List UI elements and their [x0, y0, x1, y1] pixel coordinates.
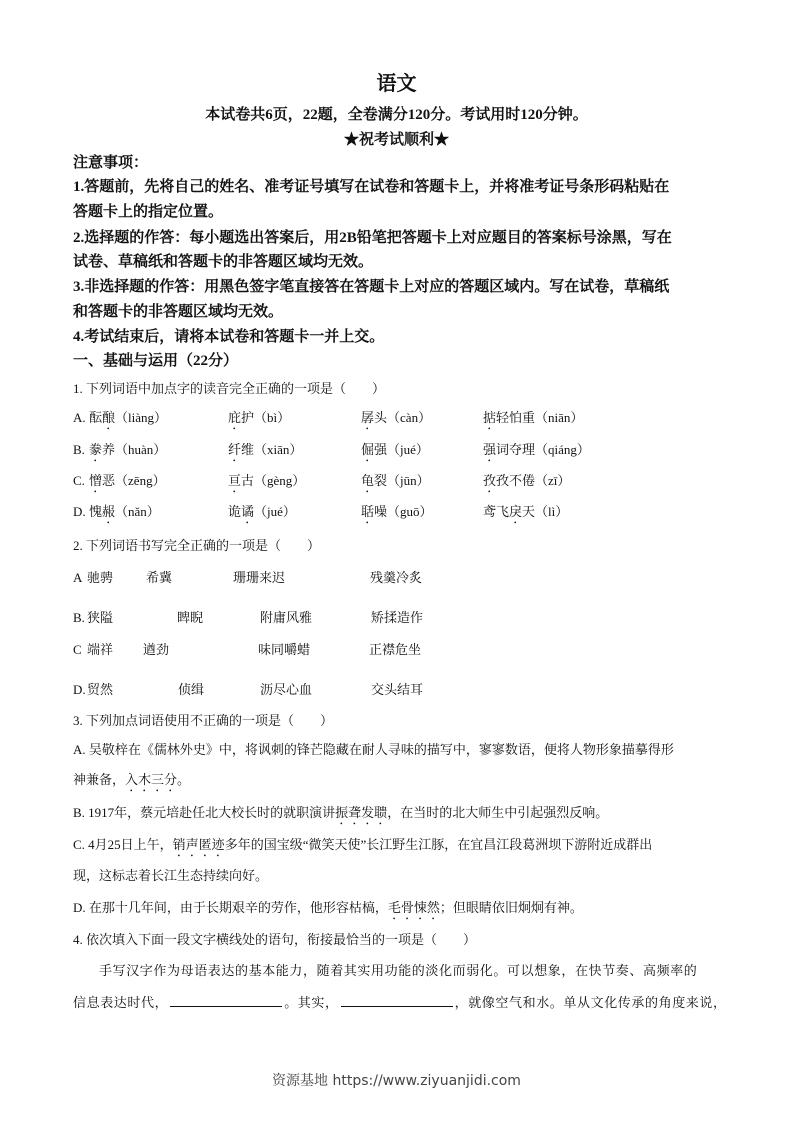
option-term	[483, 472, 570, 496]
option-term: 附庸风雅	[260, 610, 313, 625]
dotted-char: 庇	[228, 410, 242, 425]
pinyin: （qiáng）	[535, 442, 590, 457]
pinyin: （bì）	[254, 410, 291, 425]
dotted-term: 销声匿迹	[172, 837, 225, 852]
note-line: 2.选择题的作答：每小题选出答案后，用2B铅笔把答题卡上对应题目的答案标号涂黑，写在	[73, 230, 672, 246]
pinyin: （jué）	[387, 442, 429, 457]
q2-stem: 2. 下列词语书写完全正确的一项是（ ）	[73, 538, 321, 553]
option-term	[361, 409, 431, 433]
text: B. 1917年，蔡元培赴任北大校长时的就职演讲	[73, 805, 336, 820]
q3-option-c-cont: 现，这标志着长江生态持续向好。	[73, 868, 269, 883]
option-term	[228, 503, 296, 527]
option-term	[361, 441, 429, 465]
text: 鸢飞	[483, 504, 510, 519]
text: ，在当时的北大师生中引起强烈反响。	[387, 805, 609, 820]
pinyin: （gèng）	[254, 473, 306, 488]
note-line: 4.考试结束后，请将本试卷和答题卡一并上交。	[73, 329, 385, 345]
footer-watermark: 资源基地 https://www.ziyuanjidi.com	[272, 1073, 521, 1089]
q4-passage-line	[73, 994, 727, 1012]
text: 头	[374, 410, 388, 425]
dotted-char: 谲	[241, 504, 255, 519]
text: 噪	[374, 504, 388, 519]
pinyin: （liàng）	[115, 410, 168, 425]
option-term: 贸然	[87, 682, 114, 697]
dotted-term: 振聋发聩	[335, 805, 388, 820]
q1-stem: 1. 下列词语中加点字的读音完全正确的一项是（ ）	[73, 381, 386, 396]
dotted-char: 酿	[102, 410, 116, 425]
text: 裂	[374, 473, 388, 488]
text: 词夺理	[496, 442, 536, 457]
dotted-char: 龟	[361, 473, 375, 488]
pinyin: （jūn）	[387, 473, 430, 488]
dotted-char: 强	[483, 442, 497, 457]
text: 孜不倦	[496, 473, 536, 488]
pinyin: （nǎn）	[115, 504, 160, 519]
dotted-term: 入木三分	[125, 772, 178, 787]
pinyin: （jué）	[254, 504, 296, 519]
text: ，就像空气和水。单从文化传承的角度来说，	[454, 995, 727, 1010]
option-term	[89, 503, 160, 527]
dotted-char: 赧	[102, 504, 116, 519]
dotted-char: 聒	[361, 504, 375, 519]
option-term	[228, 472, 305, 496]
option-label: C	[73, 642, 82, 657]
option-term	[228, 409, 290, 433]
dotted-char: 憎	[89, 473, 103, 488]
option-term: 遒劲	[143, 642, 170, 657]
option-term: 味同嚼蜡	[258, 642, 311, 657]
option-term	[89, 409, 167, 433]
text: 。其实，	[284, 995, 339, 1010]
dotted-char: 倔	[361, 442, 375, 457]
option-term: 矫揉造作	[371, 610, 424, 625]
note-line: 答题卡上的指定位置。	[73, 204, 224, 220]
dotted-char: 豢	[89, 442, 103, 457]
fill-blank	[170, 994, 282, 1007]
option-term	[361, 472, 430, 496]
option-term	[483, 503, 568, 527]
text: C. 4月25日上午，	[73, 837, 173, 852]
pinyin: （huàn）	[115, 442, 167, 457]
text: 信息表达时代，	[73, 995, 169, 1010]
q4-passage-line: 手写汉字作为母语表达的基本能力，随着其实用功能的淡化而弱化。可以想象，在快节奏、高频率的	[99, 963, 698, 978]
note-line: 3.非选择题的作答：用黑色签字笔直接答在答题卡上对应的答题区域内。写在试卷，草稿纸	[73, 279, 670, 295]
dotted-term: 毛骨悚然	[387, 900, 440, 915]
text: 。	[177, 772, 191, 787]
q4-stem: 4. 依次填入下面一段文字横线处的语句，衔接最恰当的一项是（ ）	[73, 932, 477, 947]
pinyin: （guō）	[387, 504, 433, 519]
text: 强	[374, 442, 388, 457]
option-term: 正襟危坐	[369, 642, 422, 657]
section-heading: 一、基础与运用（22分）	[73, 353, 239, 369]
pinyin: （zēng）	[115, 473, 166, 488]
option-term: 端祥	[87, 642, 114, 657]
option-label: C.	[73, 473, 85, 488]
dotted-char: 亘	[228, 473, 242, 488]
option-term	[361, 503, 433, 527]
pinyin: （lì）	[535, 504, 569, 519]
option-label: A	[73, 570, 83, 585]
dotted-char: 纤	[228, 442, 242, 457]
option-term	[483, 409, 583, 433]
option-label: A.	[73, 410, 86, 425]
option-label: D.	[73, 504, 86, 519]
text: 愧	[89, 504, 103, 519]
q3-option-a-cont	[73, 771, 190, 795]
pinyin: （niān）	[535, 410, 584, 425]
q3-option-a: A. 吴敬梓在《儒林外史》中，将讽刺的锋芒隐藏在耐人寻味的描写中，寥寥数语，便将人物形象描摹得形	[73, 742, 674, 757]
q3-option-c	[73, 836, 652, 860]
text: 维	[241, 442, 255, 457]
note-line: 和答题卡的非答题区域均无效。	[73, 304, 284, 320]
text: 古	[241, 473, 255, 488]
option-term: 狭隘	[87, 610, 114, 625]
exam-info: 本试卷共6页，22题，全卷满分120分。考试用时120分钟。	[205, 107, 588, 123]
text: 养	[102, 442, 116, 457]
text: 恶	[102, 473, 116, 488]
wish-line: ★祝考试顺利★	[343, 132, 449, 148]
pinyin: （càn）	[387, 410, 432, 425]
dotted-char: 戾	[509, 504, 523, 519]
text: 天	[522, 504, 536, 519]
option-term	[89, 441, 166, 465]
option-term: 沥尽心血	[260, 682, 313, 697]
option-term: 珊珊来迟	[233, 570, 286, 585]
option-term: 交头结耳	[371, 682, 424, 697]
q3-stem: 3. 下列加点词语使用不正确的一项是（ ）	[73, 713, 334, 728]
dotted-char: 孱	[361, 410, 375, 425]
notes-heading: 注意事项：	[73, 155, 149, 171]
option-label: B.	[73, 442, 85, 457]
text: 轻怕重	[496, 410, 536, 425]
option-term: 侦缉	[178, 682, 205, 697]
fill-blank	[341, 994, 453, 1007]
text: D. 在那十几年间，由于长期艰辛的劳作，他形容枯槁，	[73, 900, 388, 915]
pinyin: （xiān）	[254, 442, 303, 457]
text: 诡	[228, 504, 242, 519]
option-term	[89, 472, 166, 496]
q3-option-b	[73, 804, 608, 828]
text: 神兼备，	[73, 772, 126, 787]
pinyin: （zī）	[535, 473, 571, 488]
dotted-char: 掂	[483, 410, 497, 425]
text: ；但眼睛依旧炯炯有神。	[439, 900, 583, 915]
text: 护	[241, 410, 255, 425]
page-title: 语文	[376, 73, 417, 95]
option-term	[483, 441, 590, 465]
q3-option-d	[73, 899, 583, 923]
option-term	[228, 441, 302, 465]
text: 多年的国宝级“微笑天使”长江野生江豚，在宜昌江段葛洲坝下游附近成群出	[224, 837, 653, 852]
text: 酝	[89, 410, 103, 425]
option-label: B.	[73, 610, 85, 625]
option-term: 睥睨	[177, 610, 204, 625]
note-line: 试卷、草稿纸和答题卡的非答题区域均无效。	[73, 254, 374, 270]
dotted-char: 孜	[483, 473, 497, 488]
option-term: 残羹冷炙	[370, 570, 423, 585]
note-line: 1.答题前，先将自己的姓名、准考证号填写在试卷和答题卡上，并将准考证号条形码粘贴在	[73, 179, 670, 195]
option-term: 驰骋	[87, 570, 114, 585]
option-term: 希冀	[146, 570, 173, 585]
option-label: D.	[73, 682, 86, 697]
